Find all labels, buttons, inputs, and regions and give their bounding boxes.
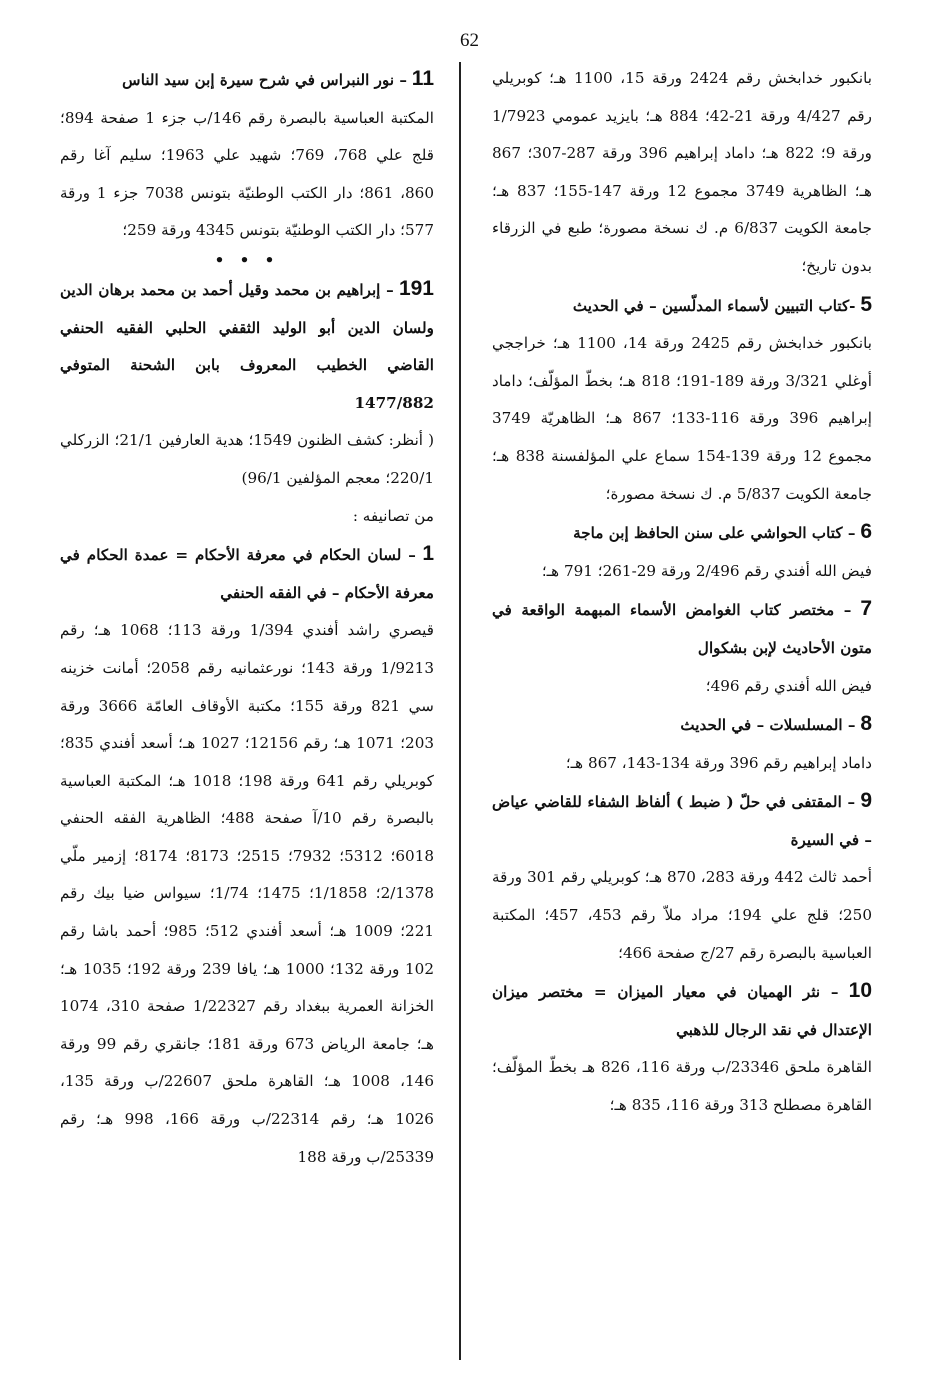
body-text: فيض الله أفندي رقم 2/496 ورقة 29-261؛ 791 هـ؛ <box>541 561 872 580</box>
entry-heading <box>60 60 434 100</box>
body-text: القاهرة ملحق 23346/ب ورقة 116، 826 هـ بخطّ المؤلّف؛ القاهرة مصطلح 313 ورقة 116، 835 هـ؛ <box>492 1058 872 1115</box>
entry-title: – نثر الهميان في معيار الميزان = مختصر ميزان الإعتدال في نقد الرجال للذهبي <box>492 983 872 1039</box>
entry-heading <box>60 535 434 612</box>
entry-heading <box>492 972 872 1049</box>
entry-number: 9 <box>860 789 873 813</box>
section-separator: • • • <box>214 250 280 269</box>
entry-title: -كتاب التبيين لأسماء المدلّسين – في الحديث <box>572 296 856 315</box>
body-text: أحمد ثالث 442 ورقة 283، 870 هـ؛ كوبريلي رقم 301 ورقة 250؛ قلج علي 194؛ مراد ملاّ رقم 453، 457؛ المكتبة العباسية بالبصرة رقم 27/ج صفحة 466؛ <box>492 868 873 962</box>
entry-heading <box>492 590 872 667</box>
left-column <box>60 60 434 1176</box>
entry-heading <box>492 286 872 326</box>
works-intro: من تصانيفه : <box>352 506 434 525</box>
entry-title: – نور النبراس في شرح سيرة إبن سيد الناس <box>122 71 407 89</box>
entry-number: 7 <box>860 597 872 621</box>
entry-title: – المسلسلات – في الحديث <box>680 716 856 735</box>
entry-heading <box>492 705 872 745</box>
column-divider <box>459 62 461 1360</box>
body-text: قيصري راشد أفندي 1/394 ورقة 113؛ 1068 هـ؛ رقم 1/9213 ورقة 143؛ نورعثمانيه رقم 2058؛ أمانت خزينه سي 821 ورقة 155؛ مكتبة الأوقاف العامّة 3666 ورقة 203؛ 1071 هـ؛ رقم 12156؛ 1027 هـ؛ أسعد أفندي 835؛ كوبريلي رقم 641 ورقة 198؛ 1018 هـ؛ المكتبة العباسية بالبصرة رقم 10/آ صفحة 488؛ الظاهرية الفقه الحنفي 6018؛ 5312؛ 7932؛ 2515؛ 8173؛ 8174؛ إزمير ملّي 2/1378؛ 1/1858؛ 1475؛ 1/74؛ سيواس ضيا بيك رقم 221؛ 1009 هـ؛ أسعد أفندي 512؛ 985؛ أحمد باشا رقم 102 ورقة 132؛ 1000 هـ؛ يافا 239 ورقة 192؛ 1035 هـ؛ الخزانة العمرية ببغداد رقم 1/22327 صفحة 310، 1074 هـ؛ جامعة الرياض 673 ورقة 181؛ جانقري رقم 99 ورقة 146، 1008 هـ؛ القاهرة ملحق 22607/ب ورقة 135، 1026 هـ؛ رقم 22314/ب ورقة 166، 998 هـ؛ رقم 25339/ب ورقة 188 <box>60 621 435 1166</box>
body-text: فيض الله أفندي رقم 496؛ <box>705 676 872 695</box>
author-title: – إبراهيم بن محمد وقيل أحمد بن محمد برهان الدين ولسان الدين أبو الوليد الثقفي الحلبي الفقيه الحنفي القاضي الخطيب المعروف بابن الشحنة المتوفي 1477/882 <box>60 280 434 412</box>
entry-title: – مختصر كتاب الغوامض الأسماء المبهمة الواقعة في متون الأحاديث لإبن بشكوال <box>492 601 872 657</box>
body-text: المكتبة العباسية بالبصرة رقم 146/ب جزء 1 صفحة 894؛ قلج علي 768، 769؛ شهيد علي 1963؛ سليم آغا رقم 860، 861؛ دار الكتب الوطنيّة بتونس 7038 جزء 1 ورقة 577؛ دار الكتب الوطنيّة بتونس 4345 ورقة 259؛ <box>60 108 435 240</box>
entry-number: 6 <box>860 520 872 544</box>
entry-heading <box>492 782 872 859</box>
body-text: بانكبور خدابخش رقم 2424 ورقة 15، 1100 هـ؛ كوبريلي رقم 4/427 ورقة 21-42؛ 884 هـ؛ بايزيد عمومي 1/7923 ورقة 9؛ 822 هـ؛ داماد إبراهيم 396 ورقة 287-307؛ 867 هـ؛ الظاهرية 3749 مجموع 12 ورقة 147-155؛ 837 هـ؛ جامعة الكويت 6/837 م. ك نسخة مصورة؛ طبع في الزرقاء بدون تاريخ؛ <box>492 69 873 275</box>
author-number: 191 <box>398 276 434 300</box>
page-number: 62 <box>460 30 479 51</box>
body-text: داماد إبراهيم رقم 396 ورقة 134-143، 867 هـ؛ <box>565 753 872 772</box>
entry-number: 5 <box>860 292 872 316</box>
entry-title: – المقتفى في حلّ ( ضبط ) ألفاظ الشفاء للقاضي عياض – في السيرة <box>492 793 872 849</box>
references-text: ( أنظر: كشف الظنون 1549؛ هدية العارفين 21/1؛ الزركلي 220/1؛ معجم المؤلفين 96/1) <box>60 431 435 487</box>
entry-number: 11 <box>411 67 434 90</box>
entry-number: 1 <box>422 542 434 566</box>
entry-number: 8 <box>860 712 872 736</box>
entry-title: – لسان الحكام في معرفة الأحكام = عمدة الحكام في معرفة الأحكام – في الفقه الحنفي <box>60 546 434 602</box>
author-heading <box>60 270 434 422</box>
right-column <box>492 60 872 1125</box>
body-text: بانكبور خدابخش رقم 2425 ورقة 14، 1100 هـ؛ خراججي أوغلي 3/321 ورقة 189-191؛ 818 هـ؛ بخطّ المؤلّف؛ داماد إبراهيم 396 ورقة 116-133؛ 867 هـ؛ الظاهريّة 3749 مجموع 12 ورقة 139-154 سماع علي المؤلفسنة 838 هـ؛ جامعة الكويت 5/837 م. ك نسخة مصورة؛ <box>492 334 873 503</box>
entry-title: – كتاب الحواشي على سنن الحافظ إبن ماجة <box>573 524 856 543</box>
entry-heading <box>492 513 872 553</box>
entry-number: 10 <box>848 979 873 1003</box>
